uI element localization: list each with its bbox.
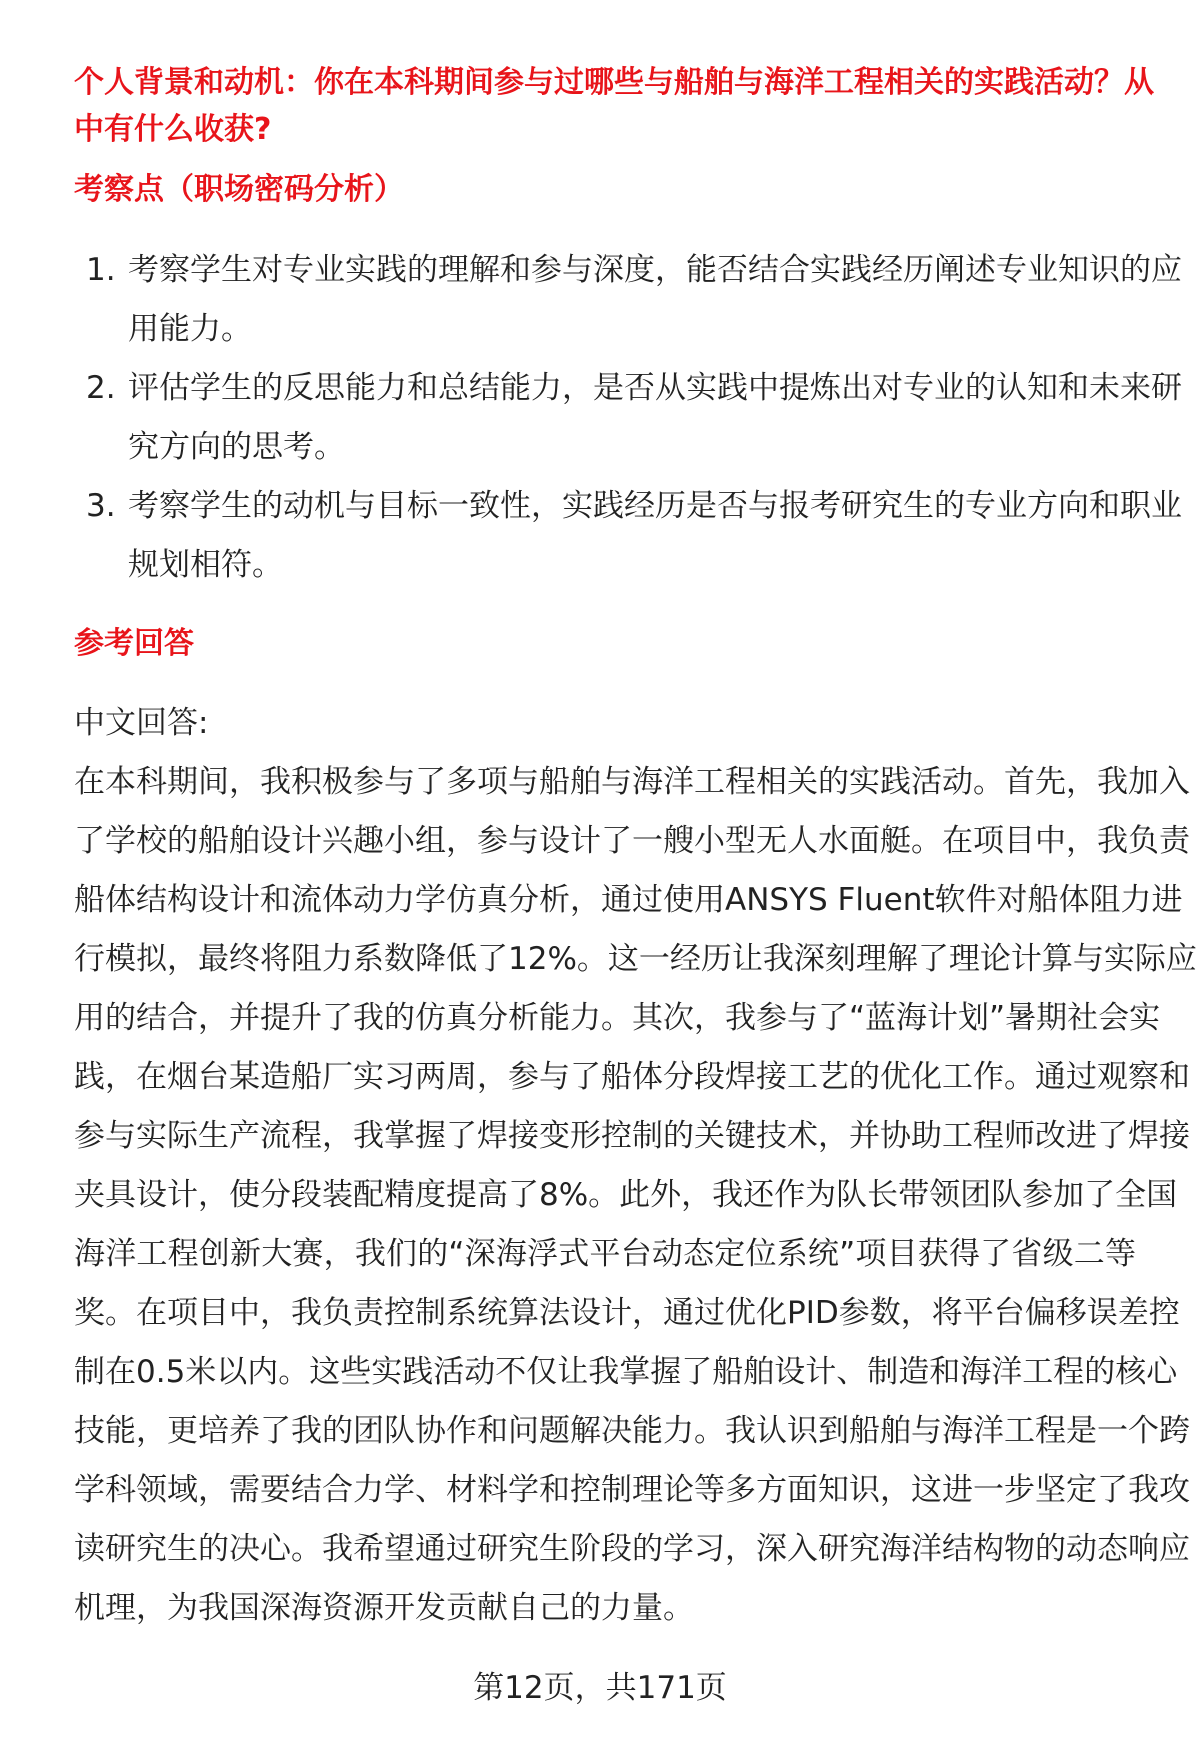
list-number: 2. <box>86 370 116 406</box>
list-number: 3. <box>86 488 116 524</box>
answer-line: 用的结合，并提升了我的仿真分析能力。其次，我参与了“蓝海计划”暑期社会实 <box>74 1000 1161 1036</box>
answer-line: 在本科期间，我积极参与了多项与船舶与海洋工程相关的实践活动。首先，我加入 <box>74 764 1190 800</box>
exam-point-1 <box>86 250 1182 290</box>
answer-line: 夹具设计，使分段装配精度提高了8%。此外，我还作为队长带领团队参加了全国 <box>74 1177 1178 1213</box>
answer-line: 奖。在项目中，我负责控制系统算法设计，通过优化PID参数，将平台偏移误差控 <box>74 1295 1180 1331</box>
exam-point-text: 考察学生的动机与目标一致性，实践经历是否与报考研究生的专业方向和职业 <box>128 488 1182 524</box>
answer-line: 海洋工程创新大赛，我们的“深海浮式平台动态定位系统”项目获得了省级二等 <box>74 1236 1136 1272</box>
answer-line: 践，在烟台某造船厂实习两周，参与了船体分段焊接工艺的优化工作。通过观察和 <box>74 1059 1190 1095</box>
exam-point-2-cont: 究方向的思考。 <box>128 429 345 465</box>
list-number: 1. <box>86 252 116 288</box>
answer-line: 船体结构设计和流体动力学仿真分析，通过使用ANSYS Fluent软件对船体阻力进 <box>74 882 1183 918</box>
exam-point-3-cont: 规划相符。 <box>128 547 283 583</box>
answer-line: 参与实际生产流程，我掌握了焊接变形控制的关键技术，并协助工程师改进了焊接 <box>74 1118 1190 1154</box>
answer-line: 学科领域，需要结合力学、材料学和控制理论等多方面知识，这进一步坚定了我攻 <box>74 1472 1190 1508</box>
section-heading-answer: 参考回答 <box>74 626 194 661</box>
answer-line: 机理，为我国深海资源开发贡献自己的力量。 <box>74 1590 694 1626</box>
exam-point-2 <box>86 368 1182 408</box>
answer-line: 制在0.5米以内。这些实践活动不仅让我掌握了船舶设计、制造和海洋工程的核心 <box>74 1354 1178 1390</box>
answer-line: 读研究生的决心。我希望通过研究生阶段的学习，深入研究海洋结构物的动态响应 <box>74 1531 1190 1567</box>
answer-line: 行模拟，最终将阻力系数降低了12%。这一经历让我深刻理解了理论计算与实际应 <box>74 941 1197 977</box>
exam-point-3 <box>86 486 1182 526</box>
exam-point-text: 评估学生的反思能力和总结能力，是否从实践中提炼出对专业的认知和未来研 <box>128 370 1182 406</box>
answer-line: 技能，更培养了我的团队协作和问题解决能力。我认识到船舶与海洋工程是一个跨 <box>74 1413 1190 1449</box>
section-heading-exam: 考察点（职场密码分析） <box>74 172 404 207</box>
question-line-2: 中有什么收获? <box>74 112 272 147</box>
page-footer: 第12页，共171页 <box>473 1670 727 1706</box>
answer-label: 中文回答: <box>74 705 209 741</box>
answer-line: 了学校的船舶设计兴趣小组，参与设计了一艘小型无人水面艇。在项目中，我负责 <box>74 823 1190 859</box>
exam-point-1-cont: 用能力。 <box>128 311 252 347</box>
exam-point-text: 考察学生对专业实践的理解和参与深度，能否结合实践经历阐述专业知识的应 <box>128 252 1182 288</box>
question-line-1: 个人背景和动机：你在本科期间参与过哪些与船舶与海洋工程相关的实践活动？从 <box>74 65 1154 100</box>
